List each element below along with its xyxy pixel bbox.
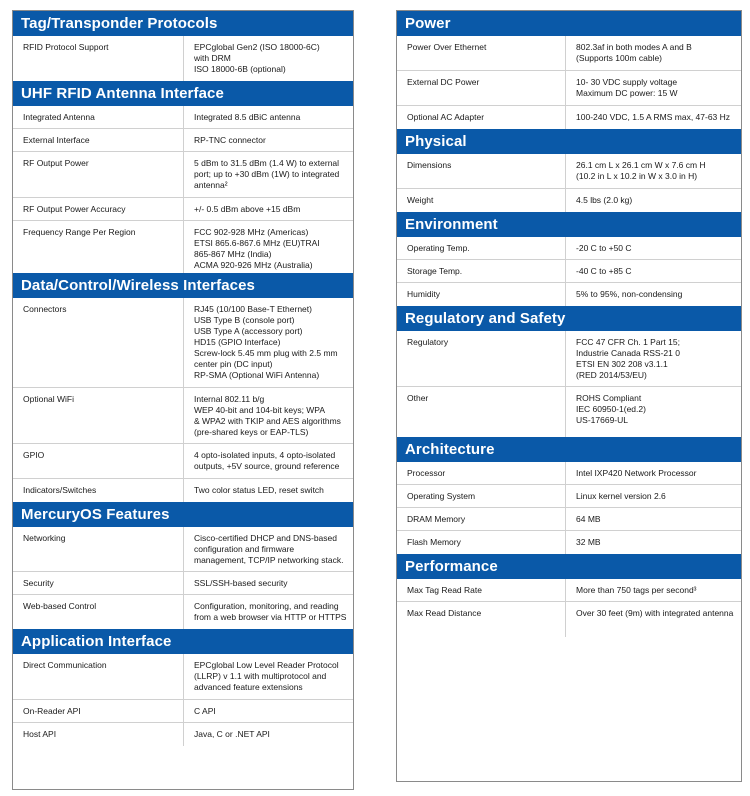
spec-label: RFID Protocol Support xyxy=(13,36,184,81)
spec-row xyxy=(397,260,741,283)
spec-row xyxy=(13,595,353,629)
spec-value: 32 MB xyxy=(576,537,601,547)
spec-value: EPCglobal Gen2 (ISO 18000-6C) with DRM ISO 18000-6B (optional) xyxy=(194,42,320,75)
spec-value: Cisco-certified DHCP and DNS-based configuration and firmware management, TCP/IP networking stack. xyxy=(194,533,344,566)
section-title: Regulatory and Safety xyxy=(397,306,741,331)
spec-row xyxy=(397,508,741,531)
spec-label: External DC Power xyxy=(397,71,566,105)
spec-row xyxy=(13,700,353,723)
spec-value: 100-240 VDC, 1.5 A RMS max, 47-63 Hz xyxy=(576,112,731,122)
section-regulatory-and-safety xyxy=(397,306,741,437)
spec-row xyxy=(13,654,353,700)
spec-label: Connectors xyxy=(13,298,184,387)
spec-label: Flash Memory xyxy=(397,531,566,554)
spec-row xyxy=(13,152,353,198)
spec-row xyxy=(397,189,741,212)
spec-value: 10- 30 VDC supply voltage Maximum DC power: 15 W xyxy=(576,77,678,99)
spec-label: Max Read Distance xyxy=(397,602,566,637)
spec-label: RF Output Power Accuracy xyxy=(13,198,184,220)
spec-label: Power Over Ethernet xyxy=(397,36,566,70)
spec-row xyxy=(13,221,353,273)
section-title: Environment xyxy=(397,212,741,237)
spec-value: Integrated 8.5 dBiC antenna xyxy=(194,112,301,122)
spec-value: 64 MB xyxy=(576,514,601,524)
spec-row xyxy=(13,479,353,502)
spec-row xyxy=(397,602,741,637)
spec-value: RP-TNC connector xyxy=(194,135,266,145)
spec-row xyxy=(397,71,741,106)
spec-row xyxy=(397,331,741,387)
spec-label: DRAM Memory xyxy=(397,508,566,530)
spec-value: +/- 0.5 dBm above +15 dBm xyxy=(194,204,301,214)
section-title: Tag/Transponder Protocols xyxy=(13,11,353,36)
section-title: Data/Control/Wireless Interfaces xyxy=(13,273,353,298)
spec-value: C API xyxy=(194,706,216,716)
spec-row xyxy=(397,106,741,129)
section-title: Application Interface xyxy=(13,629,353,654)
spec-label: RF Output Power xyxy=(13,152,184,197)
section-title: Physical xyxy=(397,129,741,154)
section-architecture xyxy=(397,437,741,554)
spec-value: EPCglobal Low Level Reader Protocol (LLRP) v 1.1 with multiprotocol and advanced feature extensions xyxy=(194,660,339,693)
spec-label: Weight xyxy=(397,189,566,212)
spec-row xyxy=(13,298,353,388)
spec-value: SSL/SSH-based security xyxy=(194,578,288,588)
spec-value: 4.5 lbs (2.0 kg) xyxy=(576,195,633,205)
section-uhf-rfid-antenna-interface xyxy=(13,81,353,273)
spec-label: Storage Temp. xyxy=(397,260,566,282)
spec-label: Frequency Range Per Region xyxy=(13,221,184,273)
spec-value: Over 30 feet (9m) with integrated antenna xyxy=(576,608,734,618)
spec-row xyxy=(397,237,741,260)
spec-label: Direct Communication xyxy=(13,654,184,699)
spec-label: Security xyxy=(13,572,184,594)
spec-label: Operating System xyxy=(397,485,566,507)
section-title: UHF RFID Antenna Interface xyxy=(13,81,353,106)
spec-value: FCC 902-928 MHz (Americas) ETSI 865.6-867.6 MHz (EU)TRAI 865-867 MHz (India) ACMA 920-926 MHz (Australia) xyxy=(194,227,320,271)
spec-label: Humidity xyxy=(397,283,566,306)
spec-value: 4 opto-isolated inputs, 4 opto-isolated outputs, +5V source, ground reference xyxy=(194,450,340,472)
spec-row xyxy=(13,572,353,595)
section-title: Architecture xyxy=(397,437,741,462)
section-physical xyxy=(397,129,741,212)
spec-row xyxy=(397,283,741,306)
spec-value: 5 dBm to 31.5 dBm (1.4 W) to external port; up to +30 dBm (1W) to integrated antenna² xyxy=(194,158,340,191)
spec-value: Two color status LED, reset switch xyxy=(194,485,324,495)
spec-row xyxy=(397,154,741,189)
spec-label: Integrated Antenna xyxy=(13,106,184,128)
spec-value: 26.1 cm L x 26.1 cm W x 7.6 cm H (10.2 in L x 10.2 in W x 3.0 in H) xyxy=(576,160,706,182)
spec-value: FCC 47 CFR Ch. 1 Part 15; Industrie Canada RSS-21 0 ETSI EN 302 208 v3.1.1 (RED 2014/53/EU) xyxy=(576,337,680,381)
spec-value: 802.3af in both modes A and B (Supports 100m cable) xyxy=(576,42,692,64)
spec-label: On-Reader API xyxy=(13,700,184,722)
spec-row xyxy=(397,579,741,602)
section-title: Power xyxy=(397,11,741,36)
section-performance xyxy=(397,554,741,637)
spec-row xyxy=(397,485,741,508)
spec-row xyxy=(13,36,353,81)
spec-value: 5% to 95%, non-condensing xyxy=(576,289,683,299)
section-tag-transponder-protocols xyxy=(13,11,353,81)
spec-value: RJ45 (10/100 Base-T Ethernet) USB Type B (console port) USB Type A (accessory port) HD15 (GPIO Interface) Screw-lock 5.45 mm plug with 2.5 mm center pin (DC input) RP-SMA (Optional WiFi Antenna) xyxy=(194,304,338,381)
spec-value: ROHS Compliant IEC 60950-1(ed.2) US-17669-UL xyxy=(576,393,646,426)
spec-value: Linux kernel version 2.6 xyxy=(576,491,666,501)
spec-row xyxy=(13,723,353,746)
spec-label: Operating Temp. xyxy=(397,237,566,259)
left-spec-column xyxy=(12,10,354,790)
section-environment xyxy=(397,212,741,306)
spec-label: Web-based Control xyxy=(13,595,184,629)
spec-row xyxy=(13,106,353,129)
spec-row xyxy=(13,198,353,221)
spec-label: Host API xyxy=(13,723,184,746)
section-application-interface xyxy=(13,629,353,746)
spec-label: Optional AC Adapter xyxy=(397,106,566,129)
spec-row xyxy=(397,462,741,485)
spec-row xyxy=(397,531,741,554)
spec-label: Indicators/Switches xyxy=(13,479,184,502)
spec-row xyxy=(13,527,353,572)
spec-label: Optional WiFi xyxy=(13,388,184,443)
right-spec-column xyxy=(396,10,742,782)
spec-label: Regulatory xyxy=(397,331,566,386)
spec-value: Java, C or .NET API xyxy=(194,729,270,739)
spec-value: More than 750 tags per second³ xyxy=(576,585,697,595)
spec-value: Intel IXP420 Network Processor xyxy=(576,468,697,478)
spec-label: Processor xyxy=(397,462,566,484)
spec-value: Configuration, monitoring, and reading from a web browser via HTTP or HTTPS xyxy=(194,601,347,623)
section-power xyxy=(397,11,741,129)
spec-value: -20 C to +50 C xyxy=(576,243,632,253)
spec-row xyxy=(13,129,353,152)
section-title: Performance xyxy=(397,554,741,579)
spec-value: Internal 802.11 b/g WEP 40-bit and 104-bit keys; WPA & WPA2 with TKIP and AES algorithms (pre-shared keys or EAP-TLS) xyxy=(194,394,341,438)
section-title: MercuryOS Features xyxy=(13,502,353,527)
section-data-control-wireless-interfaces xyxy=(13,273,353,502)
spec-label: Dimensions xyxy=(397,154,566,188)
section-mercuryos-features xyxy=(13,502,353,629)
spec-row xyxy=(13,444,353,479)
spec-row xyxy=(397,36,741,71)
spec-label: Networking xyxy=(13,527,184,571)
spec-row xyxy=(13,388,353,444)
spec-row xyxy=(397,387,741,437)
spec-label: Other xyxy=(397,387,566,437)
spec-label: External Interface xyxy=(13,129,184,151)
spec-label: GPIO xyxy=(13,444,184,478)
spec-label: Max Tag Read Rate xyxy=(397,579,566,601)
spec-value: -40 C to +85 C xyxy=(576,266,632,276)
